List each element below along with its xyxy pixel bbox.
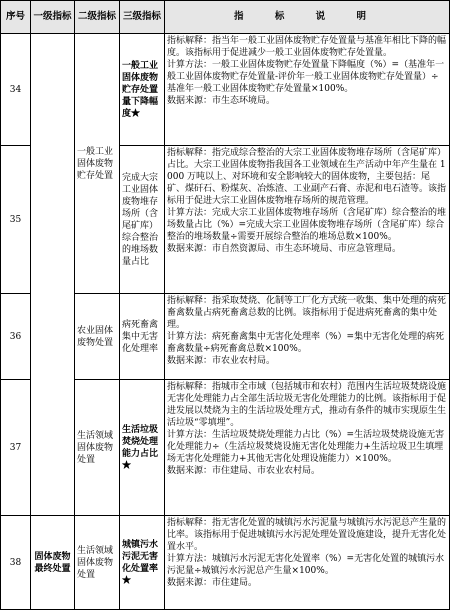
level3-cell: 完成大宗工业固体废物堆存场所（含尾矿库）综合整治的堆场数量占比 bbox=[120, 146, 165, 294]
explain-definition: 指标解释：指当年一般工业固体废物贮存处置量与基准年相比下降的幅度。该指标用于促进减少一般工业固体废物贮存处置量。 bbox=[167, 36, 447, 58]
level2-cell: 生活领域固体废物处置 bbox=[75, 516, 120, 610]
header-level1: 一级指标 bbox=[31, 1, 75, 34]
explain-source: 数据来源：市农业农村局。 bbox=[167, 356, 276, 366]
row-number: 37 bbox=[1, 380, 31, 516]
header-level2: 二级指标 bbox=[75, 1, 120, 34]
explanation-cell bbox=[165, 380, 450, 516]
explain-definition: 指标解释：指采取焚烧、化制等工厂化方式统一收集、集中处理的病死畜禽数量占病死畜禽总数的比例。该指标用于促进病死畜禽的集中处理。 bbox=[167, 296, 447, 330]
level1-cell bbox=[31, 34, 75, 516]
row-number: 34 bbox=[1, 34, 31, 146]
explanation-cell bbox=[165, 516, 450, 610]
explain-source: 数据来源：市生态环境局。 bbox=[167, 96, 276, 106]
explanation-cell bbox=[165, 294, 450, 380]
explanation-cell bbox=[165, 146, 450, 294]
level1-cell: 固体废物最终处置 bbox=[31, 516, 75, 610]
level2-cell: 生活领域固体废物处置 bbox=[75, 380, 120, 516]
level3-cell: 生活垃圾焚烧处理能力占比★ bbox=[120, 380, 165, 516]
explain-source: 数据来源：市住建局。 bbox=[167, 578, 258, 588]
row-number: 36 bbox=[1, 294, 31, 380]
level3-cell: 一般工业固体废物贮存处置量下降幅度★ bbox=[120, 34, 165, 146]
explanation-cell bbox=[165, 34, 450, 146]
header-explain: 指 标 说 明 bbox=[165, 1, 450, 34]
explain-source: 数据来源：市自然资源局、市生态环境局、市应急管理局。 bbox=[167, 244, 402, 254]
level2-cell: 农业固体废物处置 bbox=[75, 294, 120, 380]
explain-calculation: 计算方法：生活垃圾焚烧处理能力占比（%）=生活垃圾焚烧设施无害化处理能力÷（生活垃圾焚烧设施无害化处理能力+生活垃圾卫生填埋场无害化处理能力+其他无害化处理设施能力）×100%。 bbox=[167, 430, 445, 464]
explain-definition: 指标解释：指城市全市域（包括城市和农村）范围内生活垃圾焚烧设施无害化处理能力占全部生活垃圾无害化处理能力的比例。该指标用于促进发展以焚烧为主的生活垃圾处理方式，推动有条件的城市实现原生生活垃圾“零填埋”。 bbox=[167, 382, 447, 428]
table-row bbox=[1, 516, 450, 610]
explain-calculation: 计算方法：一般工业固体废物贮存处置量下降幅度（%）=（基准年一般工业固体废物贮存处置量-评价年一般工业固体废物贮存处置量）÷基准年一般工业固体废物贮存处置量×100%。 bbox=[167, 60, 445, 94]
explain-definition: 指标解释：指完成综合整治的大宗工业固体废物堆存场所（含尾矿库）占比。大宗工业固体废物指我国各工业领域在生产活动中年产生量在 1000 万吨以上、对环境和安全影响较大的固体废物，主要包括：尾矿、煤矸石、粉煤灰、冶炼渣、工业副产石膏、赤泥和电石渣等。该指标用于促进大宗工业固体废物堆存场所的规范管理。 bbox=[167, 148, 447, 206]
header-level3: 三级指标 bbox=[120, 1, 165, 34]
level3-cell: 病死畜禽集中无害化处理率 bbox=[120, 294, 165, 380]
row-number: 38 bbox=[1, 516, 31, 610]
level2-cell: 一般工业固体废物贮存处置 bbox=[75, 34, 120, 294]
table-header-row bbox=[1, 1, 450, 34]
explain-calculation: 计算方法：城镇污水污泥无害化处置率（%）=无害化处置的城镇污水污泥量÷城镇污水污泥总产生量×100%。 bbox=[167, 554, 445, 576]
explain-calculation: 计算方法：完成大宗工业固体废物堆存场所（含尾矿库）综合整治的堆场数量占比（%）=完成大宗工业固体废物堆存场所（含尾矿库）综合整治的堆场数量÷需要开展综合整治的堆场总数×100%。 bbox=[167, 208, 447, 242]
level3-cell: 城镇污水污泥无害化处置率★ bbox=[120, 516, 165, 610]
explain-calculation: 计算方法：病死畜禽集中无害化处理率（%）=集中无害化处理的病死畜禽数量÷病死畜禽总数×100%。 bbox=[167, 332, 445, 354]
row-number: 35 bbox=[1, 146, 31, 294]
table-row bbox=[1, 34, 450, 146]
explain-source: 数据来源：市住建局、市农业农村局。 bbox=[167, 466, 321, 476]
header-num: 序号 bbox=[1, 1, 31, 34]
explain-definition: 指标解释：指无害化处置的城镇污水污泥量与城镇污水污泥总产生量的比率。该指标用于促进城镇污水污泥处理处置设施建设，提升无害化处置水平。 bbox=[167, 518, 447, 552]
